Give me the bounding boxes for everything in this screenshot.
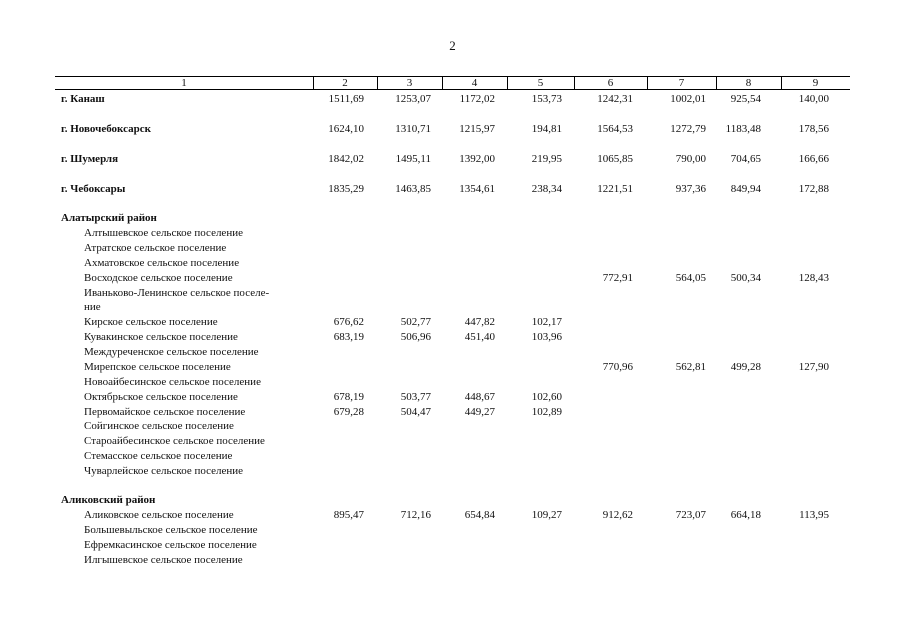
cell-value: 683,19 xyxy=(333,331,364,343)
column-header-1: 1 xyxy=(181,77,187,89)
table-row xyxy=(0,226,905,241)
table-row xyxy=(0,286,905,301)
cell-value: 895,47 xyxy=(333,509,364,521)
cell-value: 1842,02 xyxy=(328,153,364,165)
column-header-5: 5 xyxy=(537,77,544,89)
table-row xyxy=(0,122,905,137)
cell-value: 1511,69 xyxy=(328,93,364,105)
cell-value: 1065,85 xyxy=(597,153,633,165)
table-row xyxy=(0,241,905,256)
cell-value: 503,77 xyxy=(400,391,431,403)
row-label: Междуреченское сельское поселение xyxy=(84,346,259,358)
table-row xyxy=(0,523,905,538)
table-row xyxy=(0,211,905,226)
cell-value: 1272,79 xyxy=(670,123,706,135)
row-heading: г. Канаш xyxy=(61,93,105,105)
cell-value: 109,27 xyxy=(531,509,562,521)
row-heading: Аликовский район xyxy=(61,494,156,506)
column-divider xyxy=(377,76,378,89)
cell-value: 449,27 xyxy=(464,406,495,418)
column-divider xyxy=(313,76,314,89)
table-row xyxy=(0,345,905,360)
cell-value: 506,96 xyxy=(400,331,431,343)
page-number: 2 xyxy=(449,38,456,53)
cell-value: 772,91 xyxy=(602,272,633,284)
column-divider xyxy=(716,76,717,89)
cell-value: 679,28 xyxy=(333,406,364,418)
cell-value: 194,81 xyxy=(531,123,562,135)
cell-value: 447,82 xyxy=(464,316,495,328)
row-heading: Алатырский район xyxy=(61,212,157,224)
cell-value: 1221,51 xyxy=(597,183,633,195)
cell-value: 1835,29 xyxy=(328,183,364,195)
cell-value: 499,28 xyxy=(730,361,761,373)
cell-value: 712,16 xyxy=(400,509,431,521)
row-heading: г. Новочебоксарск xyxy=(61,123,151,135)
table-row xyxy=(0,434,905,449)
table-row xyxy=(0,92,905,107)
cell-value: 103,96 xyxy=(531,331,562,343)
table-row xyxy=(0,538,905,553)
row-label: Мирепское сельское поселение xyxy=(84,361,231,373)
cell-value: 723,07 xyxy=(675,509,706,521)
column-divider xyxy=(574,76,575,89)
cell-value: 790,00 xyxy=(675,153,706,165)
cell-value: 1354,61 xyxy=(459,183,495,195)
cell-value: 102,60 xyxy=(531,391,562,403)
cell-value: 678,19 xyxy=(333,391,364,403)
column-divider xyxy=(647,76,648,89)
row-label: Кувакинское сельское поселение xyxy=(84,331,238,343)
row-label: ние xyxy=(84,301,101,313)
cell-value: 500,34 xyxy=(730,272,761,284)
table-row xyxy=(0,330,905,345)
cell-value: 113,95 xyxy=(799,509,829,521)
cell-value: 1253,07 xyxy=(395,93,431,105)
row-label: Большевыльское сельское поселение xyxy=(84,524,258,536)
table-row xyxy=(0,360,905,375)
cell-value: 937,36 xyxy=(675,183,706,195)
cell-value: 1495,11 xyxy=(395,153,431,165)
column-header-6: 6 xyxy=(607,77,614,89)
column-header-3: 3 xyxy=(406,77,413,89)
row-label: Илгышевское сельское поселение xyxy=(84,554,243,566)
table-row xyxy=(0,493,905,508)
table-row xyxy=(0,152,905,167)
cell-value: 1564,53 xyxy=(597,123,633,135)
cell-value: 770,96 xyxy=(602,361,633,373)
table-row xyxy=(0,315,905,330)
cell-value: 1172,02 xyxy=(459,93,495,105)
table-row xyxy=(0,375,905,390)
row-heading: г. Чебоксары xyxy=(61,183,126,195)
cell-value: 664,18 xyxy=(730,509,761,521)
table-row xyxy=(0,464,905,479)
column-divider xyxy=(442,76,443,89)
row-label: Иваньково-Ленинское сельское поселе- xyxy=(84,287,270,299)
cell-value: 912,62 xyxy=(602,509,633,521)
cell-value: 1310,71 xyxy=(395,123,431,135)
cell-value: 1215,97 xyxy=(459,123,495,135)
column-header-8: 8 xyxy=(745,77,752,89)
cell-value: 925,54 xyxy=(730,93,761,105)
row-label: Первомайское сельское поселение xyxy=(84,406,246,418)
table-row xyxy=(0,449,905,464)
row-label: Новоайбесинское сельское поселение xyxy=(84,376,261,388)
row-label: Октябрьское сельское поселение xyxy=(84,391,238,403)
cell-value: 1392,00 xyxy=(459,153,495,165)
column-divider xyxy=(781,76,782,89)
row-label: Кирское сельское поселение xyxy=(84,316,218,328)
row-label: Ефремкасинское сельское поселение xyxy=(84,539,257,551)
table-row xyxy=(0,419,905,434)
cell-value: 849,94 xyxy=(730,183,761,195)
cell-value: 140,00 xyxy=(798,93,829,105)
row-label: Аликовское сельское поселение xyxy=(84,509,234,521)
cell-value: 451,40 xyxy=(464,331,495,343)
table-row xyxy=(0,182,905,197)
cell-value: 102,89 xyxy=(531,406,562,418)
cell-value: 219,95 xyxy=(531,153,562,165)
row-label: Сойгинское сельское поселение xyxy=(84,420,234,432)
cell-value: 1242,31 xyxy=(597,93,633,105)
row-label: Чуварлейское сельское поселение xyxy=(84,465,244,477)
table-row xyxy=(0,508,905,523)
table-row xyxy=(0,271,905,286)
cell-value: 1002,01 xyxy=(670,93,706,105)
cell-value: 502,77 xyxy=(400,316,431,328)
row-label: Ахматовское сельское поселение xyxy=(84,257,240,269)
column-header-7: 7 xyxy=(678,77,685,89)
cell-value: 127,90 xyxy=(798,361,829,373)
table-row xyxy=(0,300,905,315)
cell-value: 238,34 xyxy=(531,183,562,195)
row-label: Алтышевское сельское поселение xyxy=(84,227,243,239)
row-label: Атратское сельское поселение xyxy=(84,242,227,254)
column-header-2: 2 xyxy=(342,77,348,89)
table-row xyxy=(0,390,905,405)
cell-value: 166,66 xyxy=(798,153,829,165)
row-heading: г. Шумерля xyxy=(61,153,119,165)
cell-value: 1463,85 xyxy=(395,183,431,195)
table-row xyxy=(0,553,905,568)
cell-value: 504,47 xyxy=(400,406,431,418)
cell-value: 704,65 xyxy=(730,153,761,165)
cell-value: 562,81 xyxy=(675,361,706,373)
cell-value: 172,88 xyxy=(798,183,829,195)
table-row xyxy=(0,405,905,420)
table-row xyxy=(0,256,905,271)
cell-value: 1183,48 xyxy=(725,123,761,135)
cell-value: 128,43 xyxy=(798,272,829,284)
cell-value: 654,84 xyxy=(464,509,495,521)
cell-value: 153,73 xyxy=(531,93,562,105)
row-label: Староайбесинское сельское поселение xyxy=(84,435,265,447)
column-header-4: 4 xyxy=(471,77,478,89)
cell-value: 448,67 xyxy=(464,391,495,403)
row-label: Стемасское сельское поселение xyxy=(84,450,233,462)
column-divider xyxy=(507,76,508,89)
cell-value: 1624,10 xyxy=(328,123,364,135)
row-label: Восходское сельское поселение xyxy=(84,272,233,284)
cell-value: 178,56 xyxy=(798,123,829,135)
cell-value: 102,17 xyxy=(531,316,562,328)
column-header-9: 9 xyxy=(812,77,819,89)
cell-value: 564,05 xyxy=(675,272,706,284)
cell-value: 676,62 xyxy=(333,316,364,328)
